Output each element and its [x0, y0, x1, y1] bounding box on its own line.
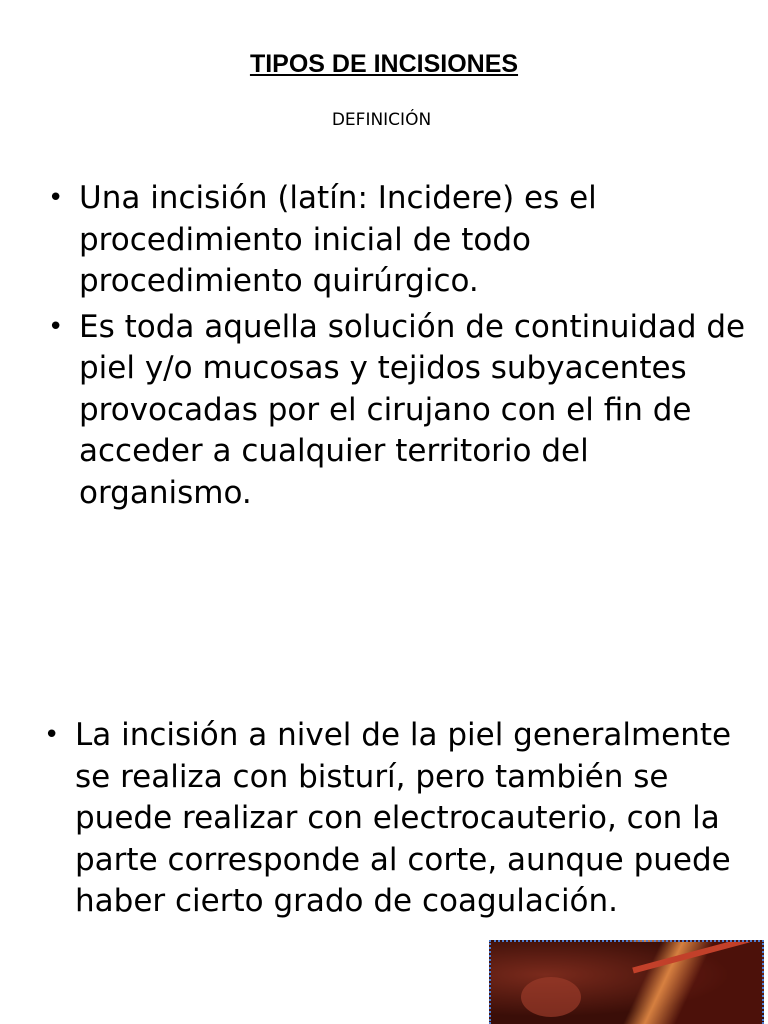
technique-list [44, 715, 756, 923]
photo-incision-line [632, 940, 749, 973]
list-item [48, 307, 760, 515]
bullet-icon: • [48, 183, 64, 213]
definition-list [48, 178, 760, 514]
photo-tissue-area [521, 977, 581, 1017]
bullet-text: Es toda aquella solución de continuidad de piel y/o mucosas y tejidos subyacentes provocadas por el cirujano con el fin de acceder a cualquier territorio del organismo. [79, 308, 746, 511]
bullet-icon: • [44, 720, 60, 750]
bullet-text: Una incisión (latín: Incidere) es el procedimiento inicial de todo procedimiento quirúrgico. [79, 180, 597, 299]
slide-subtitle: DEFINICIÓN [331, 110, 432, 130]
list-item [44, 715, 756, 923]
surgical-incision-photo [489, 940, 764, 1024]
list-item [48, 178, 760, 303]
bullet-text: La incisión a nivel de la piel generalmente se realiza con bisturí, pero también se puede realizar con electrocauterio, con la parte corresponde al corte, aunque puede haber cierto grado de coagulación. [75, 717, 732, 919]
bullet-icon: • [48, 311, 64, 342]
slide-title: TIPOS DE INCISIONES [249, 50, 519, 78]
